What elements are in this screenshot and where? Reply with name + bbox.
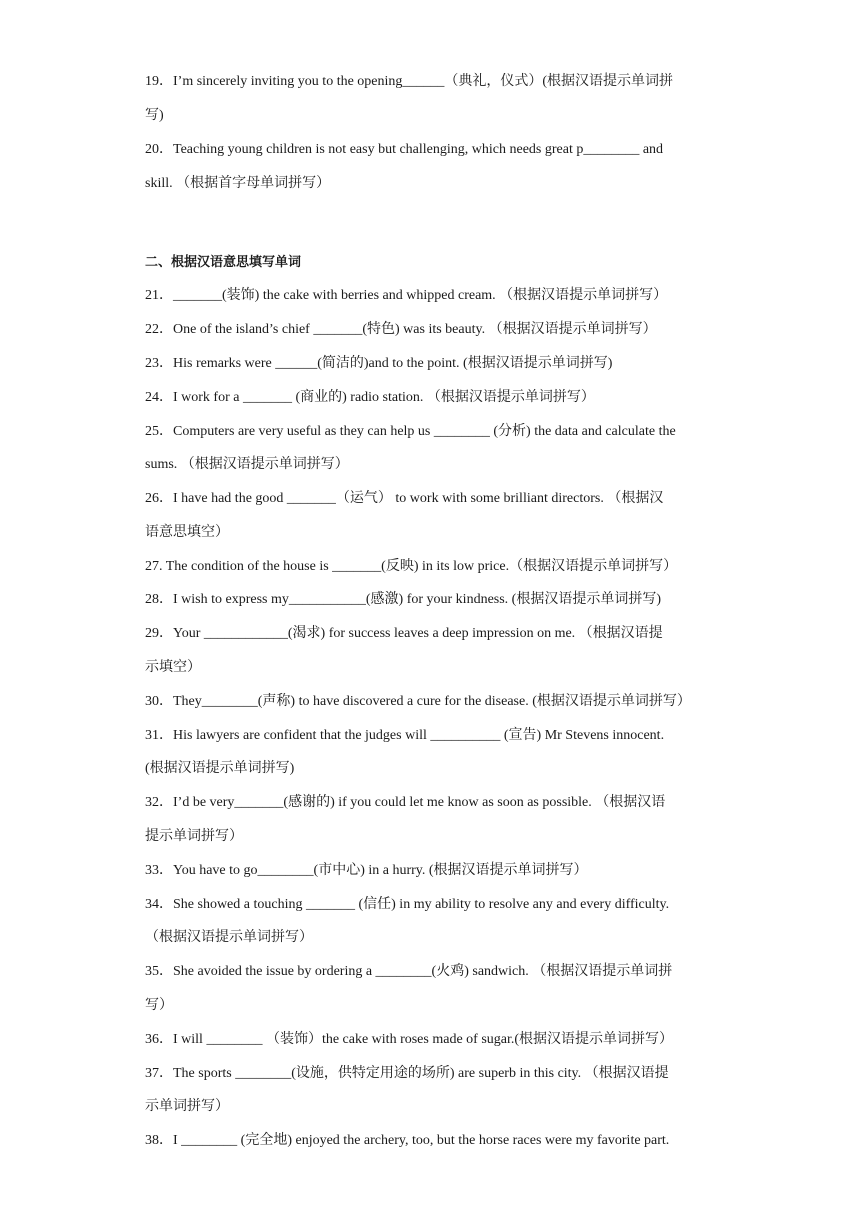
question-34-line-1: 34．She showed a touching _______ (信任) in my ability to resolve any and every difficulty. bbox=[145, 897, 670, 912]
question-37-line-1: 37．The sports ________(设施，供特定用途的场所) are superb in this city. （根据汉语提 bbox=[145, 1066, 669, 1081]
question-22: 22．One of the island’s chief _______(特色) was its beauty. （根据汉语提示单词拼写） bbox=[145, 322, 657, 337]
question-29-line-2: 示填空） bbox=[145, 660, 201, 675]
question-38: 38．I ________ (完全地) enjoyed the archery, too, but the horse races were my favorite part. bbox=[145, 1133, 670, 1148]
question-33: 33．You have to go________(市中心) in a hurry. (根据汉语提示单词拼写） bbox=[145, 863, 588, 878]
question-34-line-2: （根据汉语提示单词拼写） bbox=[145, 930, 313, 945]
question-35-line-2: 写） bbox=[145, 998, 173, 1013]
question-31-line-1: 31．His lawyers are confident that the judges will __________ (宣告) Mr Stevens innocent. bbox=[145, 728, 665, 743]
question-31-line-2: (根据汉语提示单词拼写) bbox=[145, 761, 295, 776]
question-25-line-2: sums. （根据汉语提示单词拼写） bbox=[145, 457, 349, 472]
question-26-line-1: 26．I have had the good _______（运气） to work with some brilliant directors. （根据汉 bbox=[145, 491, 664, 506]
question-32-line-2: 提示单词拼写） bbox=[145, 829, 243, 844]
section-heading: 二、根据汉语意思填写单词 bbox=[145, 255, 302, 270]
question-29-line-1: 29．Your ____________(渴求) for success leaves a deep impression on me. （根据汉语提 bbox=[145, 626, 663, 641]
question-21: 21．_______(装饰) the cake with berries and whipped cream. （根据汉语提示单词拼写） bbox=[145, 288, 668, 303]
question-26-line-2: 语意思填空） bbox=[145, 525, 229, 540]
question-19-line-2: 写) bbox=[145, 108, 164, 123]
question-19-line-1: 19．I’m sincerely inviting you to the opening______（典礼，仪式）(根据汉语提示单词拼 bbox=[145, 74, 674, 89]
question-20-line-1: 20．Teaching young children is not easy but challenging, which needs great p________ and bbox=[145, 142, 664, 157]
question-27: 27. The condition of the house is _______(反映) in its low price.（根据汉语提示单词拼写） bbox=[145, 559, 678, 574]
question-20-line-2: skill. （根据首字母单词拼写） bbox=[145, 176, 331, 191]
question-30: 30．They________(声称) to have discovered a cure for the disease. (根据汉语提示单词拼写） bbox=[145, 694, 691, 709]
question-32-line-1: 32．I’d be very_______(感谢的) if you could let me know as soon as possible. （根据汉语 bbox=[145, 795, 666, 810]
question-23: 23．His remarks were ______(简洁的)and to the point. (根据汉语提示单词拼写) bbox=[145, 356, 613, 371]
question-35-line-1: 35．She avoided the issue by ordering a ________(火鸡) sandwich. （根据汉语提示单词拼 bbox=[145, 964, 673, 979]
question-24: 24．I work for a _______ (商业的) radio station. （根据汉语提示单词拼写） bbox=[145, 390, 595, 405]
question-28: 28．I wish to express my___________(感激) for your kindness. (根据汉语提示单词拼写) bbox=[145, 592, 662, 607]
question-25-line-1: 25．Computers are very useful as they can help us ________ (分析) the data and calculate the bbox=[145, 424, 676, 439]
question-37-line-2: 示单词拼写） bbox=[145, 1099, 229, 1114]
question-36: 36．I will ________ （装饰）the cake with roses made of sugar.(根据汉语提示单词拼写） bbox=[145, 1032, 674, 1047]
